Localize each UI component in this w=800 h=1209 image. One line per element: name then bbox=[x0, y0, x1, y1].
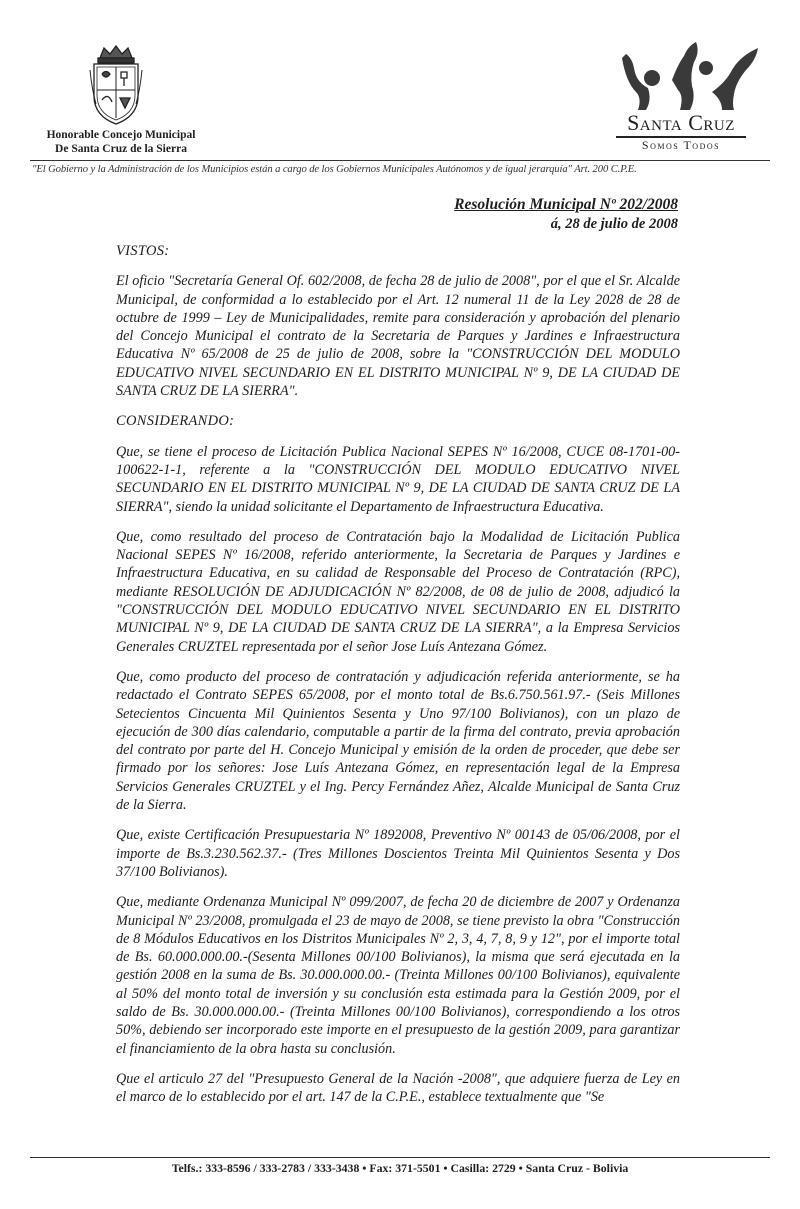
header-divider bbox=[30, 160, 770, 161]
paragraph-vistos: El oficio "Secretaría General Of. 602/2008, de fecha 28 de julio de 2008", por el que el Sr. Alcalde Municipal, de conformidad a lo establecido por el Art. 12 numeral 11 de la Ley 2028 de 28 de octubre de 1999 – Ley de Municipalidades, remite para consideración y aprobación del plenario del Concejo Municipal el contrato de la Secretaria de Parques y Jardines e Infraestructura Educativa Nº 65/2008 de 25 de julio de 2008, sobre la "CONSTRUCCIÓN DEL MODULO EDUCATIVO NIVEL SECUNDARIO EN EL DISTRITO MUNICIPAL Nº 9, DE LA CIUDAD DE SANTA CRUZ DE LA SIERRA". bbox=[116, 273, 680, 400]
brand-name: Santa Cruz bbox=[627, 110, 735, 135]
paragraph-adjudicacion: Que, como resultado del proceso de Contratación bajo la Modalidad de Licitación Publica Nacional SEPES Nº 16/2008, referido anteriormente, la Secretaria de Parques y Jardines e Infraestructura Educativa, en su calidad de Responsable del Proceso de Contratación (RPC), mediante RESOLUCIÓN DE ADJUDICACIÓN Nº 82/2008, de 08 de julio de 2008, adjudicó la "CONSTRUCCIÓN DEL MODULO EDUCATIVO NIVEL SECUNDARIO EN EL DISTRITO MUNICIPAL Nº 9, DE LA CIUDAD DE SANTA CRUZ DE LA SIERRA", a la Empresa Servicios Generales CRUZTEL representada por el señor Jose Luís Antezana Gómez. bbox=[116, 528, 680, 655]
brand-subtitle: Somos Todos bbox=[641, 137, 721, 152]
paragraph-certificacion: Que, existe Certificación Presupuestaria Nº 1892008, Preventivo Nº 00143 de 05/06/2008, por el importe de Bs.3.230.562.37.- (Tres Millones Doscientos Treinta Mil Quinientos Sesenta y Dos 37/100 Bolivianos). bbox=[116, 827, 680, 880]
resolution-title: Resolución Municipal Nº 202/2008 bbox=[454, 196, 678, 213]
paragraph-licitacion: Que, se tiene el proceso de Licitación Publica Nacional SEPES Nº 16/2008, CUCE 08-1701-00-100622-1-1, referente a la "CONSTRUCCIÓN DEL MODULO EDUCATIVO NIVEL SECUNDARIO EN EL DISTRITO MUNICIPAL Nº 9, DE LA CIUDAD DE SANTA CRUZ DE LA SIERRA", siendo la unidad solicitante el Departamento de Infraestructura Educativa. bbox=[116, 443, 680, 515]
considerando-heading: CONSIDERANDO: bbox=[116, 413, 235, 430]
paragraph-articulo: Que el articulo 27 del "Presupuesto General de la Nación -2008", que adquiere fuerza de Ley en el marco de lo establecido por el art. 147 de la C.P.E., establece textualmente que "Se bbox=[116, 1070, 680, 1106]
document-body bbox=[116, 242, 680, 1118]
footer-divider bbox=[30, 1157, 770, 1158]
brand-block bbox=[606, 111, 756, 152]
paragraph-ordenanza: Que, mediante Ordenanza Municipal Nº 099/2007, de fecha 20 de diciembre de 2007 y Ordenanza Municipal Nº 23/2008, promulgada el 23 de mayo de 2008, se tiene previsto la obra "Construcción de 8 Módulos Educativos en los Distritos Municipales Nº 2, 3, 4, 7, 8, 9 y 12", por el importe total de Bs. 60.000.000.00.-(Sesenta Millones 00/100 Bolivianos), la misma que será ejecutada en la gestión 2008 en la suma de Bs. 30.000.000.00.- (Treinta Millones 00/100 Bolivianos), equivalente al 50% del monto total de inversión y su conclusión esta estimada para la Gestión 2009, por el saldo de Bs. 30.000.000.00.- (Treinta Millones 00/100 Bolivianos), correspondiendo a los otros 50%, debiendo ser incorporado este importe en el presupuesto de la gestión 2009, para garantizar el financiamiento de la obra hasta su conclusión. bbox=[116, 894, 680, 1057]
footer-contact: Telfs.: 333-8596 / 333-2783 / 333-3438 • Fax: 371-5501 • Casilla: 2729 • Santa Cruz - Bolivia bbox=[171, 1161, 629, 1175]
council-line-1: Honorable Concejo Municipal bbox=[46, 129, 196, 141]
vistos-heading: VISTOS: bbox=[116, 243, 170, 259]
constitution-motto: "El Gobierno y la Administración de los Municipios están a cargo de los Gobiernos Municipales Autónomos y de igual jerarquía" Art. 200 C.P.E. bbox=[32, 164, 637, 175]
council-line-2: De Santa Cruz de la Sierra bbox=[55, 143, 187, 155]
resolution-date: á, 28 de julio de 2008 bbox=[550, 216, 678, 232]
paragraph-contrato: Que, como producto del proceso de contratación y adjudicación referida anteriormente, se ha redactado el Contrato SEPES 65/2008, por el monto total de Bs.6.750.561.97.- (Seis Millones Setecientos Cincuenta Mil Quinientos Sesenta y Uno 97/100 Bolivianos), con un plazo de ejecución de 300 días calendario, computable a partir de la firma del contrato, previa aprobación del contrato por parte del H. Concejo Municipal y emisión de la orden de proceder, que debe ser firmado por los señores: Jose Luís Antezana Gómez, en representación legal de la Empresa Servicios Generales CRUZTEL y el Ing. Percy Fernández Añez, Alcalde Municipal de Santa Cruz de la Sierra. bbox=[116, 668, 680, 814]
coat-of-arms-icon bbox=[88, 44, 144, 128]
council-name bbox=[26, 128, 216, 156]
